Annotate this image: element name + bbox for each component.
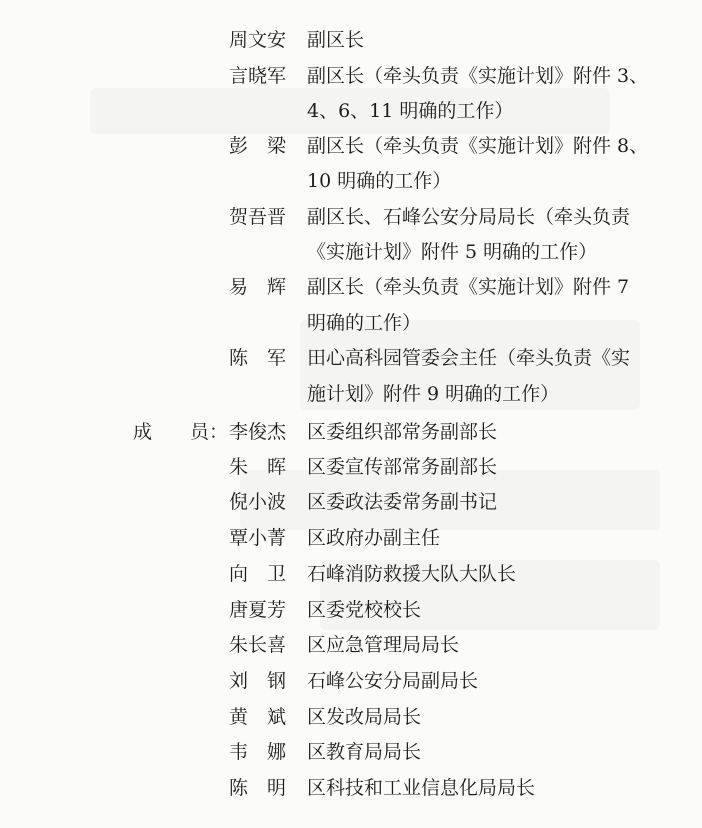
- member-role: 区委宣传部常务副部长: [307, 456, 498, 478]
- member-name: 倪小波: [229, 491, 287, 513]
- leader-name: 易 辉: [229, 276, 287, 298]
- member-role: 区发改局局长: [307, 706, 422, 728]
- member-name: 李俊杰: [229, 421, 287, 443]
- member-name: 覃小菁: [229, 527, 287, 549]
- member-name: 唐夏芳: [229, 599, 287, 621]
- member-name: 黄 斌: [229, 706, 287, 728]
- member-name: 朱长喜: [229, 634, 287, 656]
- member-name: 朱 晖: [229, 456, 287, 478]
- leader-name: 贺吾晋: [229, 206, 287, 228]
- leader-name: 言晓军: [229, 65, 287, 87]
- leader-role: 副区长（牵头负责《实施计划》附件 3、: [307, 65, 649, 87]
- member-role: 石峰消防救援大队大队长: [307, 563, 517, 585]
- member-name: 向 卫: [229, 563, 287, 585]
- leader-role: 田心高科园管委会主任（牵头负责《实: [307, 347, 631, 369]
- member-name: 韦 娜: [229, 741, 287, 763]
- member-role: 区科技和工业信息化局局长: [307, 777, 536, 799]
- member-role: 石峰公安分局副局长: [307, 670, 479, 692]
- document-page: 周文安 副区长 言晓军 副区长（牵头负责《实施计划》附件 3、 4、6、11 明确的工作） 彭 梁 副区长（牵头负责《实施计划》附件 8、 10 明确的工作） 贺吾晋 副区长、石峰公安分局局长（牵头负责 《实施计划》附件 5 明确的工作） 易 辉 副区长（牵头负责《实施计划》附件 7 明确的工作） 陈 军 田心高科园管委会主任（牵头负责《实 施计划》附件 9 明确的工作） 成 员： 李俊杰 区委组织部常务副部长 朱 晖 区委宣传部常务副部长 倪小波 区委政法委常务副书记 覃小菁 区政府办副主任 向 卫 石峰消防救援大队大队长 唐夏芳 区委党校校长 朱长喜 区应急管理局局长 刘 钢 石峰公安分局副局长 黄 斌 区发改局局长 韦 娜 区教育局局长 陈 明 区科技和工业信息化局局长: [0, 0, 702, 828]
- leader-name: 彭 梁: [229, 135, 287, 157]
- member-role: 区应急管理局局长: [307, 634, 460, 656]
- member-name: 刘 钢: [229, 670, 287, 692]
- leader-name: 周文安: [229, 29, 287, 51]
- member-role: 区委党校校长: [307, 599, 422, 621]
- members-label: 成 员：: [133, 421, 229, 443]
- leader-role: 副区长、石峰公安分局局长（牵头负责: [307, 206, 631, 228]
- member-role: 区政府办副主任: [307, 527, 441, 549]
- member-name: 陈 明: [229, 777, 287, 799]
- member-role: 区委政法委常务副书记: [307, 491, 498, 513]
- leader-role: 副区长（牵头负责《实施计划》附件 8、: [307, 135, 649, 157]
- member-role: 区委组织部常务副部长: [307, 421, 498, 443]
- member-role: 区教育局局长: [307, 741, 422, 763]
- leader-role: 副区长（牵头负责《实施计划》附件 7: [307, 276, 630, 298]
- leader-name: 陈 军: [229, 347, 287, 369]
- leader-role: 副区长: [307, 29, 365, 51]
